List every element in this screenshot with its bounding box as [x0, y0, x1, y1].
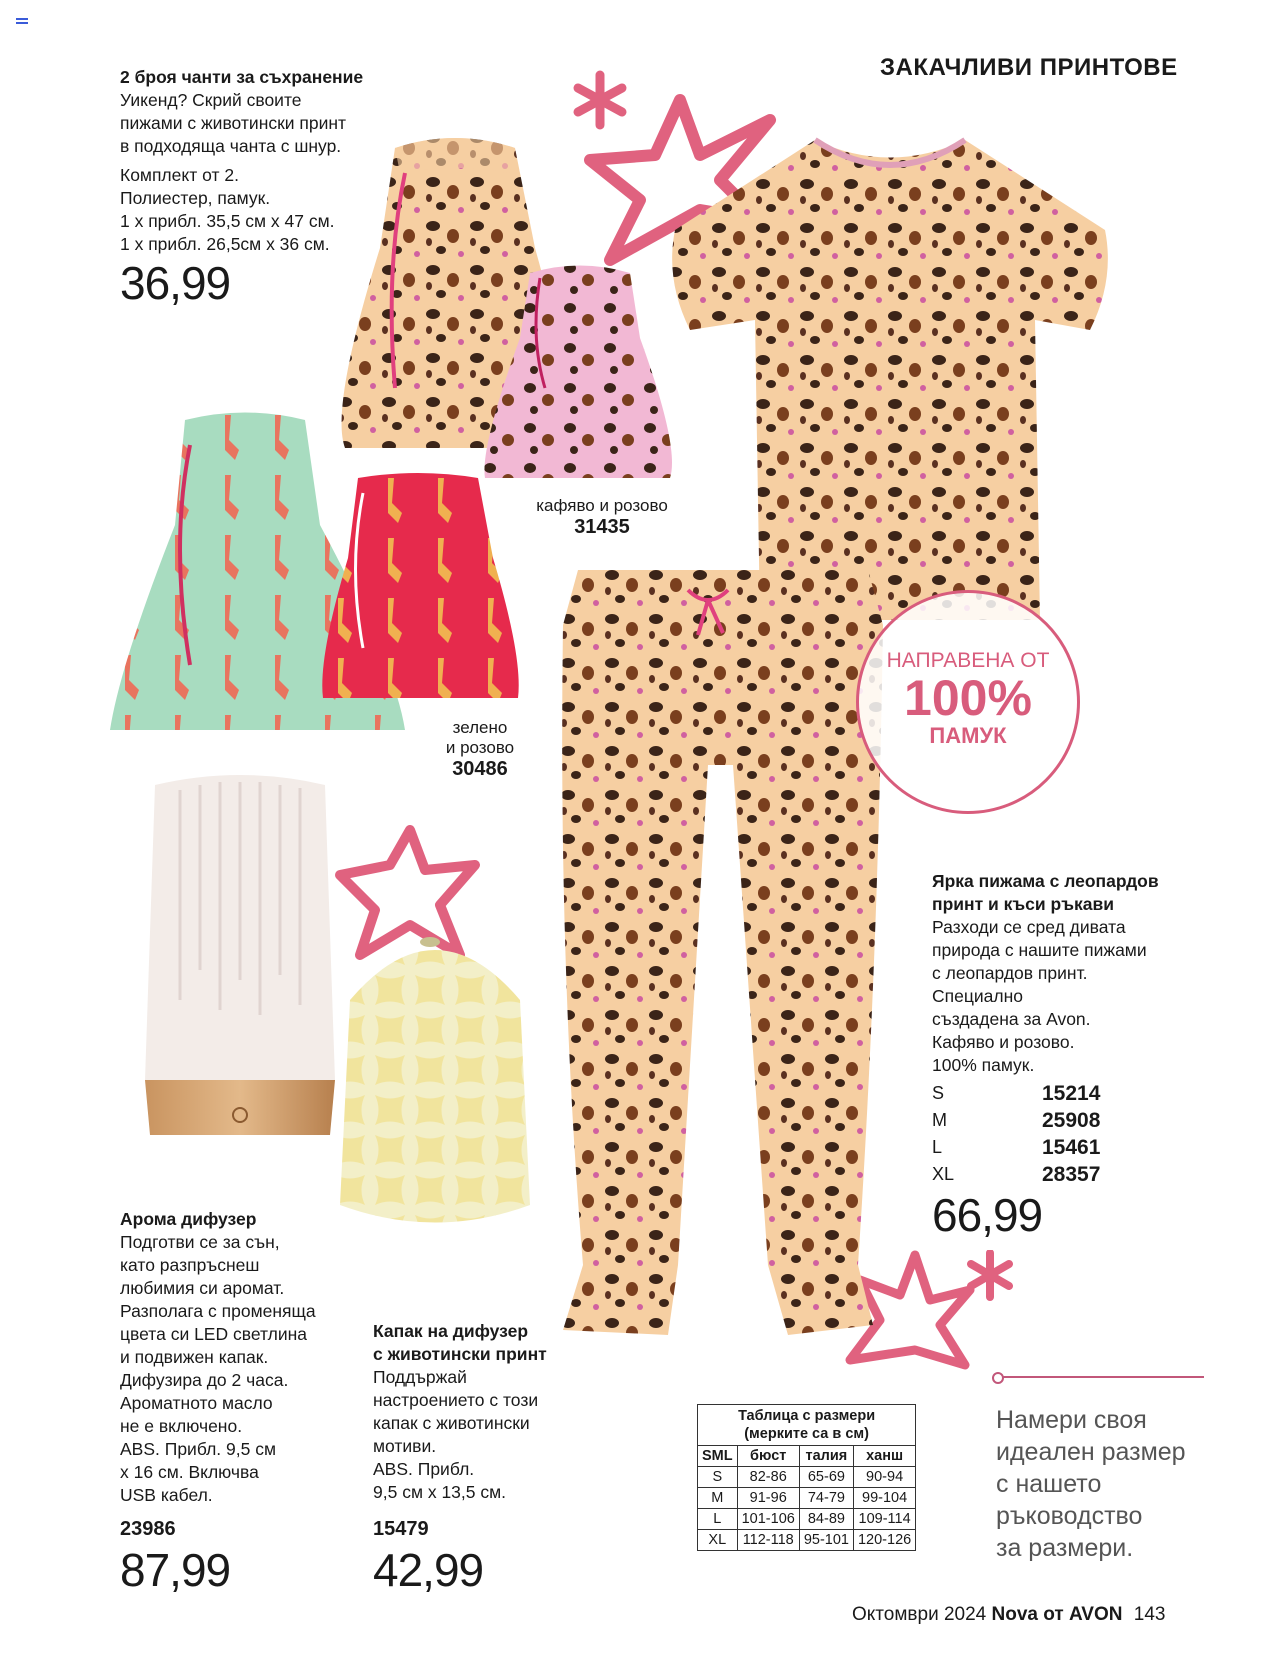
cover-desc-line: ABS. Прибл. [373, 1459, 475, 1479]
pyjama-desc-line: природа с нашите пижами [932, 940, 1147, 960]
hint-line: с нашето [996, 1470, 1102, 1498]
table-cell: L [698, 1509, 738, 1530]
bags-title: 2 броя чанти за съхранение [120, 67, 364, 87]
hint-line: Намери своя [996, 1406, 1147, 1434]
leopard-pants-image [558, 565, 888, 1355]
bags-spec-line: Комплект от 2. [120, 165, 239, 185]
badge-percent: 100% [904, 670, 1032, 726]
menu-icon[interactable] [16, 18, 28, 28]
cover-price: 42,99 [373, 1544, 484, 1596]
cover-code: 15479 [373, 1518, 429, 1540]
aroma-diffuser-image [140, 770, 340, 1145]
cotton-badge [856, 590, 1080, 814]
table-cell: 120-126 [853, 1530, 915, 1551]
table-cell: 91-96 [737, 1488, 799, 1509]
diffuser-desc-line: Ароматното масло [120, 1393, 273, 1413]
table-cell: S [698, 1467, 738, 1488]
size-chart-caption [698, 1405, 916, 1446]
hint-line: за размери. [996, 1534, 1134, 1562]
diffuser-title: Арома дифузер [120, 1209, 257, 1229]
diffuser-desc-line: не е включено. [120, 1416, 243, 1436]
asterisk-icon [570, 70, 630, 130]
caption-line-2: (мерките са в см) [744, 1426, 869, 1442]
size-label: S [932, 1083, 945, 1103]
table-cell: 65-69 [799, 1467, 853, 1488]
size-code: 15461 [1042, 1135, 1101, 1159]
table-cell: 90-94 [853, 1467, 915, 1488]
diffuser-desc-line: USB кабел. [120, 1485, 213, 1505]
page-number: 143 [1133, 1604, 1166, 1625]
size-code: 28357 [1042, 1162, 1101, 1186]
table-cell: M [698, 1488, 738, 1509]
table-row [698, 1488, 916, 1509]
diffuser-desc-line: x 16 см. Включва [120, 1462, 259, 1482]
table-cell: 109-114 [853, 1509, 915, 1530]
diffuser-code: 23986 [120, 1518, 176, 1540]
bags-spec-line: 1 x прибл. 35,5 см x 47 см. [120, 211, 335, 231]
variant-caption-green-pink [420, 718, 540, 781]
pyjama-desc-line: с леопардов принт. [932, 963, 1088, 983]
size-guide-hint [996, 1404, 1226, 1564]
pyjama-title: Ярка пижама с леопардов [932, 871, 1159, 891]
size-row [932, 1080, 1182, 1107]
table-cell: 84-89 [799, 1509, 853, 1530]
cover-desc-line: настроението с този [373, 1390, 539, 1410]
bags-price: 36,99 [120, 257, 231, 309]
pyjama-description [932, 870, 1232, 1077]
pyjama-desc-line: Кафяво и розово. [932, 1032, 1075, 1052]
size-row [932, 1107, 1182, 1134]
diffuser-desc-line: ABS. Прибл. 9,5 см [120, 1439, 276, 1459]
red-giraffe-bag-image [318, 468, 523, 703]
diffuser-cover-image [330, 930, 540, 1230]
size-code: 15214 [1042, 1081, 1101, 1105]
variant-label: кафяво и розово [536, 496, 668, 515]
pyjama-title-2: принт и къси ръкави [932, 894, 1114, 914]
diffuser-desc-line: Подготви се за сън, [120, 1232, 280, 1252]
diffuser-description [120, 1208, 350, 1507]
bags-spec-line: Полиестер, памук. [120, 188, 271, 208]
badge-line-3: ПАМУК [929, 723, 1007, 748]
table-row [698, 1530, 916, 1551]
pyjama-price: 66,99 [932, 1189, 1043, 1241]
pyjama-desc-line: Разходи се сред дивата [932, 917, 1126, 937]
cover-desc-line: капак с животински [373, 1413, 530, 1433]
table-cell: 95-101 [799, 1530, 853, 1551]
variant-label-2: и розово [445, 738, 515, 757]
pyjama-desc-line: създадена за Avon. [932, 1009, 1091, 1029]
cover-desc-line: мотиви. [373, 1436, 437, 1456]
divider-dot [992, 1372, 1004, 1384]
table-header: ханш [853, 1446, 915, 1467]
divider [996, 1376, 1204, 1378]
footer-month: Октомври 2024 [852, 1604, 987, 1625]
diffuser-desc-line: любимия си аромат. [120, 1278, 285, 1298]
size-row [932, 1134, 1182, 1161]
table-cell: 74-79 [799, 1488, 853, 1509]
bags-desc-line: пижами с животински принт [120, 113, 347, 133]
table-header-row [698, 1446, 916, 1467]
diffuser-price: 87,99 [120, 1544, 231, 1596]
size-label: M [932, 1110, 947, 1130]
diffuser-desc-line: и подвижен капак. [120, 1347, 269, 1367]
table-cell: 112-118 [737, 1530, 799, 1551]
size-code: 25908 [1042, 1108, 1101, 1132]
variant-code: 30486 [452, 758, 508, 780]
size-label: L [932, 1137, 943, 1157]
size-label: XL [932, 1164, 955, 1184]
table-cell: 101-106 [737, 1509, 799, 1530]
cover-desc-line: 9,5 см x 13,5 см. [373, 1482, 507, 1502]
diffuser-desc-line: Дифузира до 2 часа. [120, 1370, 289, 1390]
hint-line: идеален размер [996, 1438, 1186, 1466]
hint-line: ръководство [996, 1502, 1143, 1530]
diffuser-desc-line: цвета си LED светлина [120, 1324, 307, 1344]
table-header: талия [799, 1446, 853, 1467]
diffuser-desc-line: като разпръснеш [120, 1255, 260, 1275]
badge-line-1: НАПРАВЕНА ОТ [886, 649, 1050, 672]
variant-code: 31435 [574, 516, 630, 538]
cover-desc-line: Поддържай [373, 1367, 467, 1387]
bags-spec-line: 1 x прибл. 26,5см x 36 см. [120, 234, 330, 254]
cover-title-2: с животински принт [373, 1344, 547, 1364]
table-header: бюст [737, 1446, 799, 1467]
pyjama-desc-line: Специално [932, 986, 1023, 1006]
diffuser-desc-line: Разполага с променяща [120, 1301, 316, 1321]
variant-label: зелено [452, 718, 508, 737]
table-row [698, 1467, 916, 1488]
cover-title: Капак на дифузер [373, 1321, 529, 1341]
size-chart-table [697, 1404, 916, 1551]
bags-desc-line: Уикенд? Скрий своите [120, 90, 302, 110]
size-row [932, 1161, 1182, 1188]
section-title: ЗАКАЧЛИВИ ПРИНТОВЕ [880, 54, 1178, 81]
leopard-tshirt-image [665, 130, 1115, 625]
pyjama-desc-line: 100% памук. [932, 1055, 1035, 1075]
page-footer [852, 1604, 1165, 1626]
pyjama-size-codes [932, 1080, 1182, 1188]
bags-description [120, 66, 390, 256]
table-cell: 82-86 [737, 1467, 799, 1488]
caption-line-1: Таблица с размери [738, 1408, 876, 1424]
pink-leopard-bag-image [480, 258, 680, 483]
footer-brand: Nova от AVON [991, 1604, 1123, 1625]
cover-description [373, 1320, 588, 1504]
bags-desc-line: в подходяща чанта с шнур. [120, 136, 342, 156]
table-header: SML [698, 1446, 738, 1467]
table-cell: 99-104 [853, 1488, 915, 1509]
table-cell: XL [698, 1530, 738, 1551]
table-row [698, 1509, 916, 1530]
